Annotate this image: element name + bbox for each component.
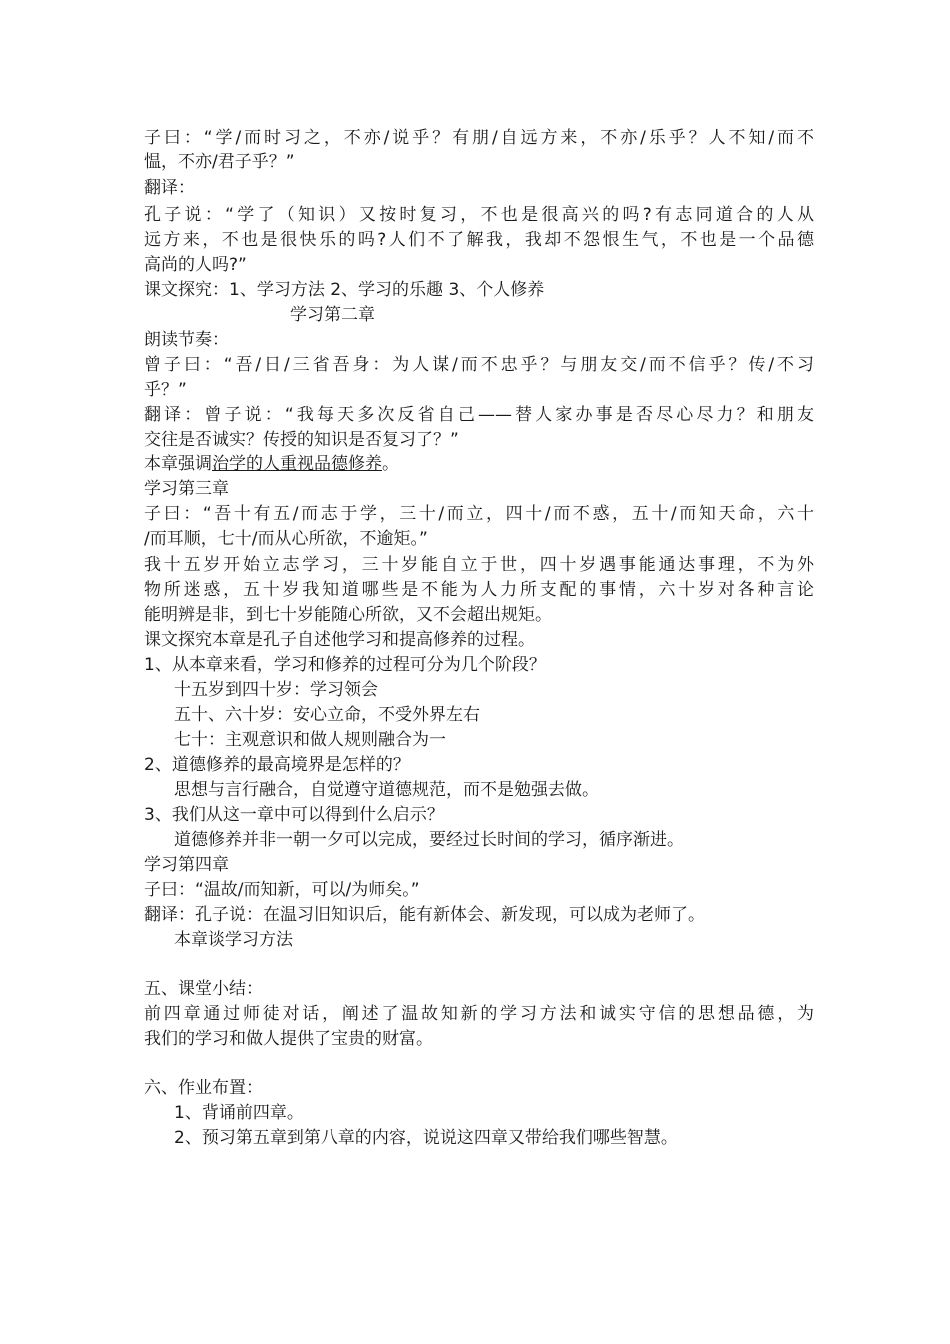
text-line <box>144 452 814 476</box>
text-line: 能明辨是非，到七十岁能随心所欲，又不会超出规矩。 <box>144 605 552 625</box>
text-line: 孔子说：“学了（知识）又按时复习，不也是很高兴的吗?有志同道合的人从 <box>144 205 814 225</box>
text-line: 翻译：曾子说：“我每天多次反省自己——替人家办事是否尽心尽力？和朋友 <box>144 405 814 425</box>
text-line: 课文探究本章是孔子自述他学习和提高修养的过程。 <box>144 630 535 650</box>
text-line: 远方来，不也是很快乐的吗?人们不了解我，我却不怨恨生气，不也是一个品德 <box>144 230 814 250</box>
text-line: 翻译： <box>144 178 195 198</box>
text-line: 课文探究：1、学习方法 2、学习的乐趣 3、个人修养 <box>144 280 545 300</box>
list-item: 1、背诵前四章。 <box>174 1103 304 1123</box>
text-line: 翻译：孔子说：在温习旧知识后，能有新体会、新发现，可以成为老师了。 <box>144 905 705 925</box>
text-line: 交往是否诚实？传授的知识是否复习了？” <box>144 430 459 450</box>
question-line: 2、道德修养的最高境界是怎样的？ <box>144 755 410 775</box>
text-line: 我们的学习和做人提供了宝贵的财富。 <box>144 1029 433 1049</box>
answer-line: 五十、六十岁：安心立命，不受外界左右 <box>174 705 480 725</box>
question-line: 1、从本章来看，学习和修养的过程可分为几个阶段？ <box>144 655 546 675</box>
underlined-phrase: 治学的人重视品德修养 <box>212 454 382 474</box>
text-line: 本章谈学习方法 <box>174 930 293 950</box>
answer-line: 思想与言行融合，自觉遵守道德规范，而不是勉强去做。 <box>174 780 599 800</box>
text-line: 子曰：“吾十有五/而志于学，三十/而立，四十/而不惑，五十/而知天命，六十 <box>144 504 814 524</box>
text-line: 高尚的人吗?” <box>144 255 247 275</box>
text-line: 我十五岁开始立志学习，三十岁能自立于世，四十岁遇事能通达事理，不为外 <box>144 555 814 575</box>
section-heading: 六、作业布置： <box>144 1078 263 1098</box>
question-line: 3、我们从这一章中可以得到什么启示？ <box>144 805 444 825</box>
section-heading: 学习第二章 <box>290 305 375 325</box>
text-line: /而耳顺，七十/而从心所欲，不逾矩。” <box>144 529 428 549</box>
answer-line: 七十：主观意识和做人规则融合为一 <box>174 730 446 750</box>
text-line: 子曰：“温故/而知新，可以/为师矣。” <box>144 880 420 900</box>
text-line: 朗读节奏： <box>144 330 229 350</box>
section-heading: 学习第四章 <box>144 855 229 875</box>
text-span: 本章强调 <box>144 454 212 474</box>
answer-line: 道德修养并非一朝一夕可以完成，要经过长时间的学习，循序渐进。 <box>174 830 684 850</box>
text-span: 。 <box>382 454 399 474</box>
text-line: 乎？” <box>144 380 187 400</box>
text-line: 前四章通过师徒对话，阐述了温故知新的学习方法和诚实守信的思想品德，为 <box>144 1004 814 1024</box>
section-heading: 学习第三章 <box>144 479 229 499</box>
list-item: 2、预习第五章到第八章的内容，说说这四章又带给我们哪些智慧。 <box>174 1128 678 1148</box>
text-line: 物所迷惑，五十岁我知道哪些是不能为人力所支配的事情，六十岁对各种言论 <box>144 580 814 600</box>
answer-line: 十五岁到四十岁：学习领会 <box>174 680 378 700</box>
text-line: 曾子曰：“吾/日/三省吾身：为人谋/而不忠乎？与朋友交/而不信乎？传/不习 <box>144 355 814 375</box>
text-line: 子曰：“学/而时习之，不亦/说乎？有朋/自远方来，不亦/乐乎？人不知/而不 <box>144 128 814 148</box>
section-heading: 五、课堂小结： <box>144 979 263 999</box>
text-line: 愠，不亦/君子乎？” <box>144 152 295 172</box>
